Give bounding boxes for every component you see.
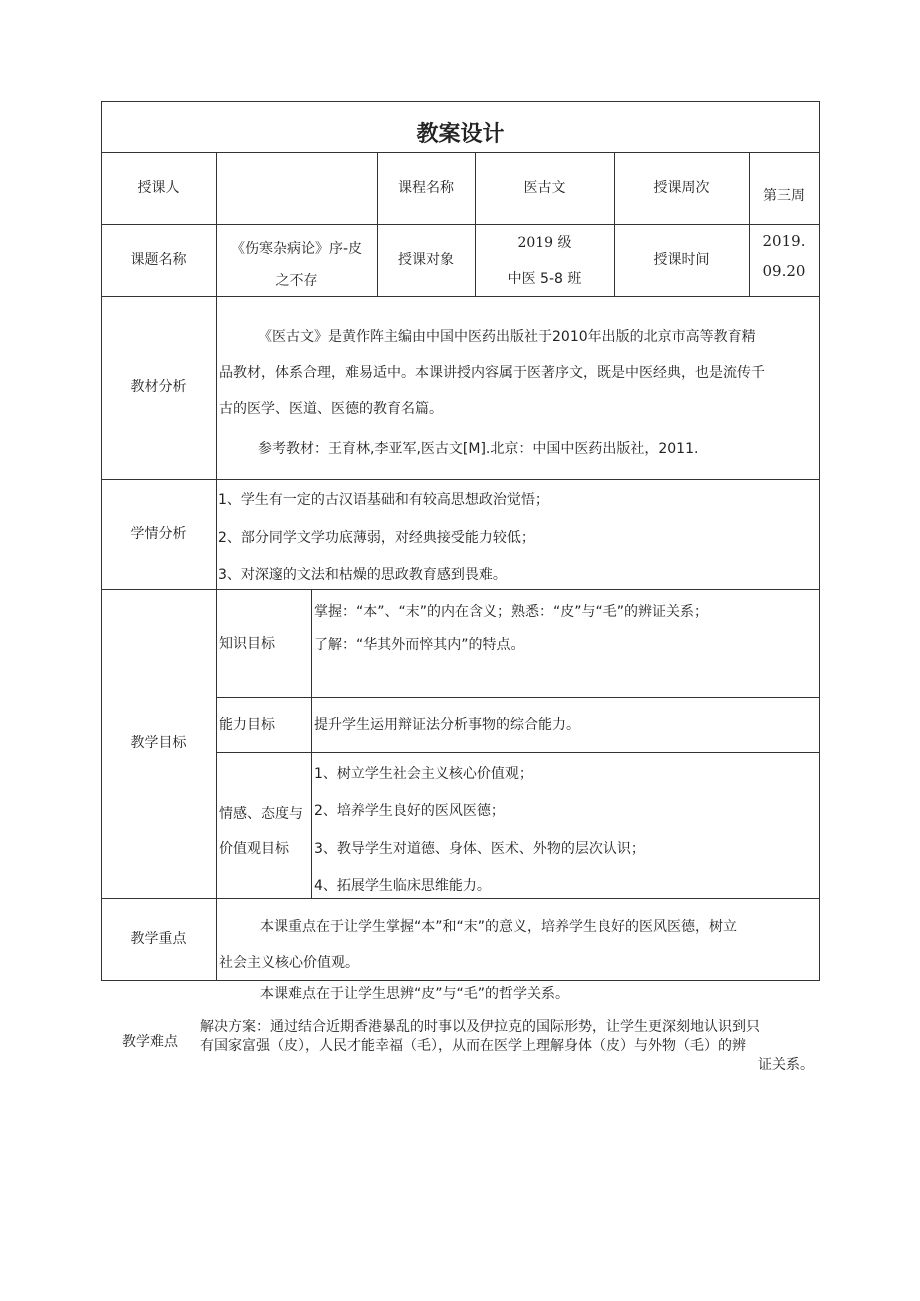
time-line2: 09.20 [762,262,806,280]
difficulty-label: 教学难点 [122,1034,178,1050]
emotion-item-1: 1、树立学生社会主义核心价值观； [314,766,533,782]
knowledge-line1: 掌握：“本”、“末”的内在含义；熟悉：“皮”与“毛”的辨证关系； [314,604,709,620]
emotion-item-3: 3、教导学生对道德、身体、医术、外物的层次认识； [314,841,645,857]
topic-label: 课题名称 [130,251,187,268]
emotion-item-4: 4、拓展学生临床思维能力。 [314,878,491,894]
key-point-line1: 本课重点在于让学生掌握“本”和“末”的意义，培养学生良好的医风医德，树立 [260,919,738,935]
week-label: 授课周次 [653,179,710,196]
instructor-value [216,152,377,224]
knowledge-label: 知识目标 [219,636,275,652]
instructor-label: 授课人 [137,179,180,196]
emotion-label-line2: 价值观目标 [219,841,289,857]
material-line1: 《医古文》是黄作阵主编由中国中医药出版社于2010年出版的北京市高等教育精 [258,329,756,345]
time-line1: 2019. [762,232,806,250]
key-point-label: 教学重点 [130,930,187,947]
difficulty-line1: 本课难点在于让学生思辨“皮”与“毛”的哲学关系。 [260,986,570,1002]
difficulty-line2: 解决方案：通过结合近期香港暴乱的时事以及伊拉克的国际形势，让学生更深刻地认识到只 [200,1019,760,1035]
material-line3: 古的医学、医道、医德的教育名篇。 [219,401,443,417]
material-line2: 品教材，体系合理，难易适中。本课讲授内容属于医著序文，既是中医经典，也是流传千 [219,365,765,381]
ability-text: 提升学生运用辩证法分析事物的综合能力。 [314,717,580,733]
student-label: 学情分析 [130,525,187,542]
ability-label: 能力目标 [219,717,275,733]
topic-value [216,224,377,296]
student-item-2: 2、部分同学文学功底薄弱，对经典接受能力较低； [218,530,535,546]
course-label: 课程名称 [398,179,454,196]
time-label: 授课时间 [653,251,710,268]
emotion-label-line1: 情感、态度与 [219,806,303,822]
key-point-line2: 社会主义核心价值观。 [219,955,359,971]
course-value: 医古文 [523,179,566,196]
student-item-1: 1、学生有一定的古汉语基础和有较高思想政治觉悟； [218,492,549,508]
time-value [749,224,819,296]
audience-line2: 中医 5-8 班 [507,271,582,287]
topic-line1: 《伤寒杂病论》序-皮 [230,241,363,257]
difficulty-line3: 有国家富强（皮），人民才能幸福（毛），从而在医学上理解身体（皮）与外物（毛）的辨 [200,1038,746,1054]
material-label: 教材分析 [130,379,187,396]
emotion-item-2: 2、培养学生良好的医风医德； [314,803,505,819]
knowledge-line2: 了解：“华其外而悴其内”的特点。 [314,637,525,653]
difficulty-line4: 证关系。 [758,1057,814,1073]
audience-line1: 2019 级 [517,235,572,251]
audience-value [475,224,614,296]
audience-label: 授课对象 [398,251,454,268]
goals-label: 教学目标 [130,735,187,752]
page-title: 教案设计 [416,121,505,147]
student-item-3: 3、对深邃的文法和枯燥的思政教育感到畏难。 [218,567,507,583]
week-value: 第三周 [763,187,805,204]
material-reference: 参考教材：王育林,李亚军,医古文[M].北京：中国中医药出版社，2011. [258,441,699,457]
topic-line2: 之不存 [275,273,318,289]
